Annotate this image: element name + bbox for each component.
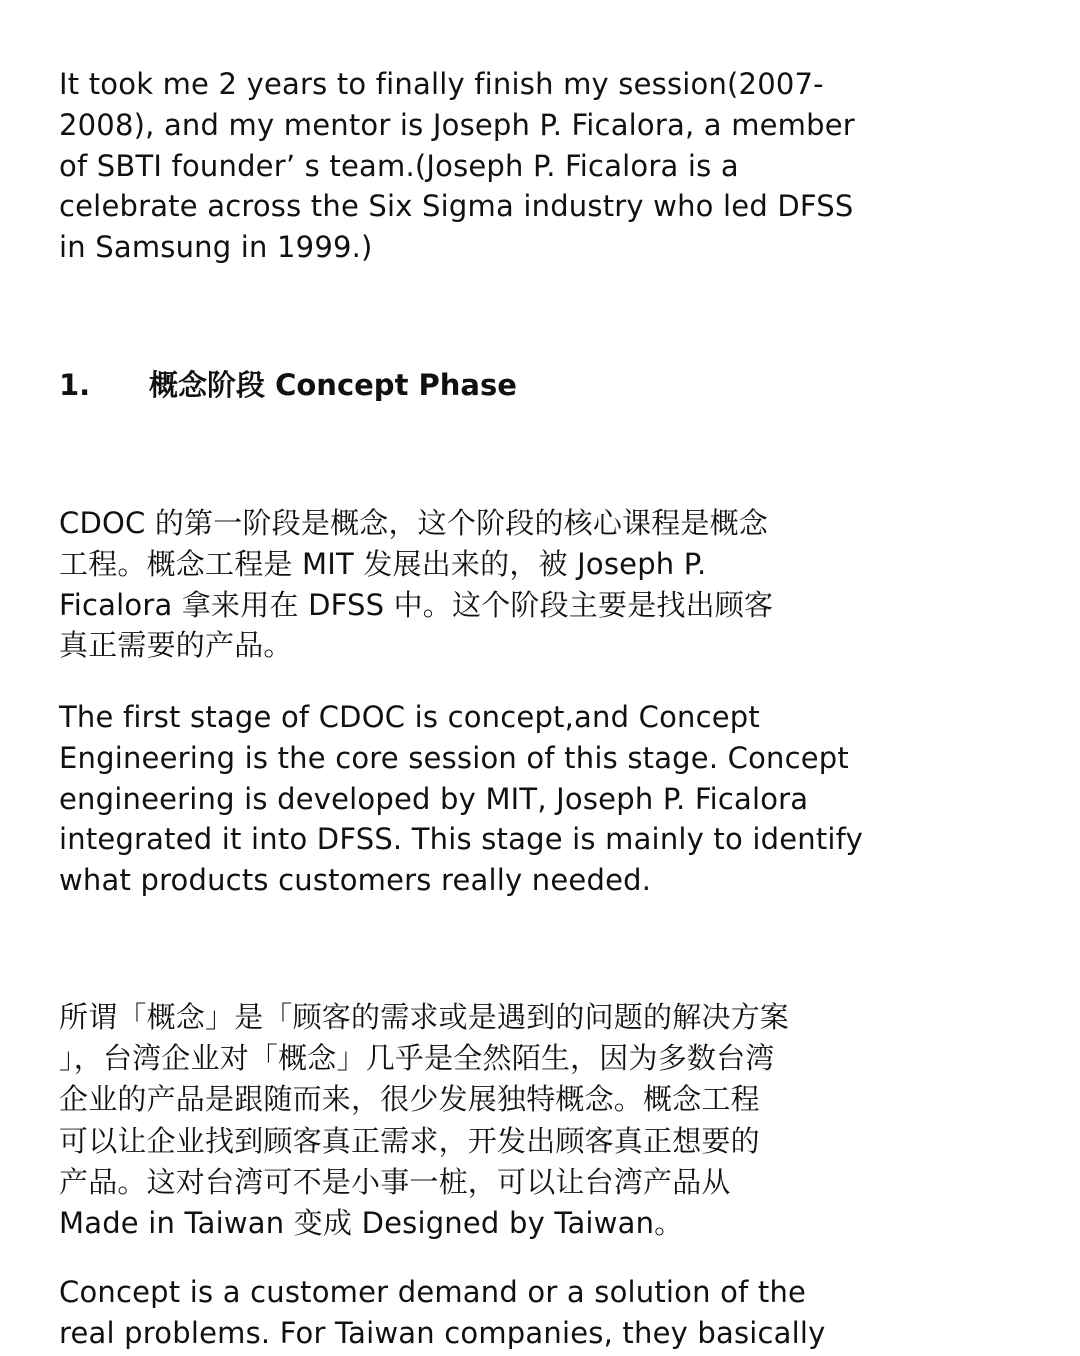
text-line: 真正需要的产品。 — [59, 628, 293, 663]
text-line: Concept is a customer demand or a solution of the — [59, 1275, 807, 1309]
text-line: real problems. For Taiwan companies, they basically — [59, 1315, 826, 1350]
text-line: of SBTI founder’ s team.(Joseph P. Ficalora is a — [59, 148, 739, 183]
text-line: celebrate across the Six Sigma industry who led DFSS — [59, 189, 854, 224]
text-line: CDOC 的第一阶段是概念，这个阶段的核心课程是概念 — [59, 506, 769, 540]
text-line: engineering is developed by MIT, Joseph P. Ficalora — [59, 781, 809, 816]
text-line: 2008), and my mentor is Joseph P. Ficalora, a member — [59, 107, 855, 142]
section-heading — [59, 365, 517, 405]
chinese-paragraph-concept-definition — [59, 997, 789, 1244]
text-line: 产品。这对台湾可不是小事一桩，可以让台湾产品从 — [59, 1164, 731, 1199]
text-line: Made in Taiwan 变成 Designed by Taiwan。 — [59, 1206, 684, 1241]
text-line: 所谓「概念」是「顾客的需求或是遇到的问题的解决方案 — [59, 1000, 790, 1034]
text-line: 可以让企业找到顾客真正需求，开发出顾客真正想要的 — [59, 1123, 760, 1158]
text-line: integrated it into DFSS. This stage is mainly to identify — [59, 822, 863, 857]
intro-paragraph — [59, 64, 855, 268]
text-line: The first stage of CDOC is concept,and Concept — [59, 700, 760, 734]
section-number: 1. — [59, 368, 91, 402]
text-line: what products customers really needed. — [59, 863, 652, 898]
text-line: 企业的产品是跟随而来，很少发展独特概念。概念工程 — [59, 1082, 760, 1117]
english-paragraph-concept-definition — [59, 1272, 826, 1354]
text-line: 」，台湾企业对「概念」几乎是全然陌生，因为多数台湾 — [59, 1041, 775, 1076]
chinese-paragraph-concept-stage — [59, 503, 773, 666]
text-line: 工程。概念工程是 MIT 发展出来的，被 Joseph P. — [59, 546, 707, 581]
text-line: Ficalora 拿来用在 DFSS 中。这个阶段主要是找出顾客 — [59, 587, 774, 622]
english-paragraph-concept-stage — [59, 697, 863, 901]
text-line: It took me 2 years to finally finish my session(2007- — [59, 67, 824, 101]
text-line: Engineering is the core session of this stage. Concept — [59, 740, 849, 775]
section-title: 概念阶段 Concept Phase — [149, 368, 517, 402]
text-line: in Samsung in 1999.) — [59, 230, 373, 265]
